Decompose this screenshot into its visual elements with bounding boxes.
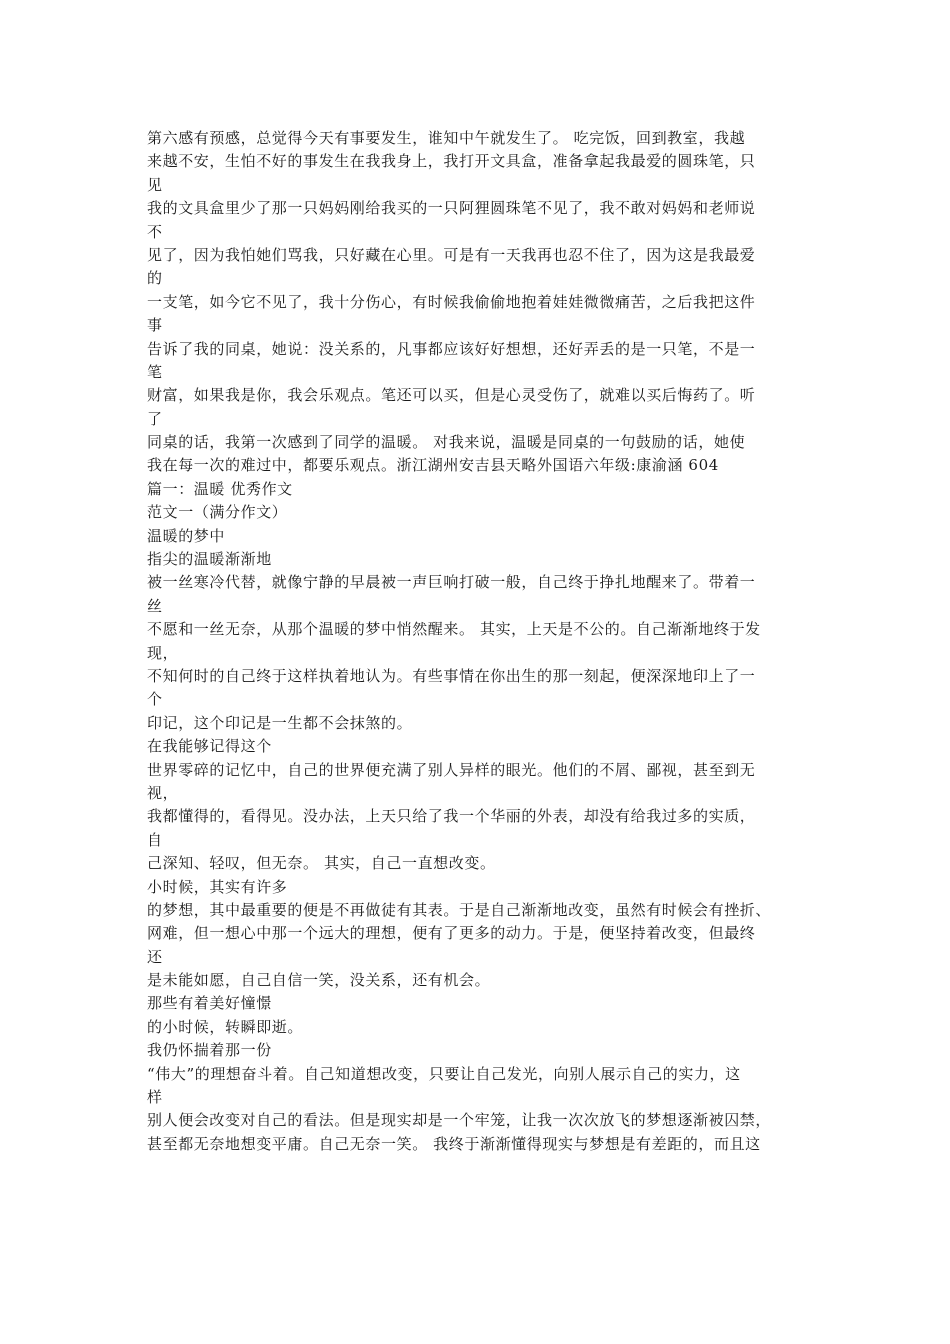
text-line: 我在每一次的难过中，都要乐观点。浙江湖州安吉县天略外国语六年级:康渝涵 604 — [147, 456, 719, 475]
text-line: 的梦想，其中最重要的便是不再做徒有其表。于是自己渐渐地改变，虽然有时候会有挫折、 — [147, 900, 772, 919]
text-line: 被一丝寒冷代替，就像宁静的早晨被一声巨响打破一般，自己终于挣扎地醒来了。带着一 — [147, 573, 756, 592]
text-line: 第六感有预感，总觉得今天有事要发生，谁知中午就发生了。 吃完饭，回到教室，我越 — [147, 129, 746, 147]
text-line: 甚至都无奈地想变平庸。自己无奈一笑。 我终于渐渐懂得现实与梦想是有差距的，而且这 — [147, 1134, 761, 1153]
text-line: 别人便会改变对自己的看法。但是现实却是一个牢笼，让我一次次放飞的梦想逐渐被囚禁， — [147, 1111, 772, 1130]
document-body — [147, 127, 827, 1156]
text-line: 同桌的话，我第一次感到了同学的温暖。 对我来说，温暖是同桌的一句鼓励的话，她使 — [147, 433, 746, 452]
text-line: 范文一（满分作文） — [147, 503, 288, 522]
text-line: 的 — [147, 269, 163, 288]
text-line: 现， — [147, 643, 179, 662]
text-line: 丝 — [147, 596, 163, 615]
text-line: 指尖的温暖渐渐地 — [147, 550, 272, 569]
text-line: 还 — [147, 947, 163, 966]
text-line: 不知何时的自己终于这样执着地认为。有些事情在你出生的那一刻起，便深深地印上了一 — [147, 666, 756, 685]
text-line: 笔 — [147, 362, 163, 381]
text-line: 己深知、轻叹，但无奈。 其实，自己一直想改变。 — [147, 854, 496, 873]
text-line: 我仍怀揣着那一份 — [147, 1041, 272, 1060]
text-line: 那些有着美好憧憬 — [147, 994, 272, 1013]
text-line: 小时候，其实有许多 — [147, 877, 288, 896]
text-line: 我的文具盒里少了那一只妈妈刚给我买的一只阿狸圆珠笔不见了，我不敢对妈妈和老师说 — [147, 199, 756, 218]
text-line: 个 — [147, 690, 163, 709]
text-line: 见了，因为我怕她们骂我，只好藏在心里。可是有一天我再也忍不住了，因为这是我最爱 — [147, 245, 756, 264]
text-line: 我都懂得的，看得见。没办法，上天只给了我一个华丽的外表，却没有给我过多的实质， — [147, 807, 756, 826]
text-line: 视， — [147, 783, 179, 802]
text-line: 财富，如果我是你，我会乐观点。笔还可以买，但是心灵受伤了，就难以买后悔药了。听 — [147, 386, 756, 405]
text-line: 自 — [147, 830, 163, 849]
text-line: 印记，这个印记是一生都不会抹煞的。 — [147, 713, 413, 732]
text-line: 不 — [147, 222, 163, 241]
text-line: 见 — [147, 175, 163, 194]
text-line: 告诉了我的同桌，她说：没关系的，凡事都应该好好想想，还好弄丢的是一只笔，不是一 — [147, 339, 756, 358]
text-line: 事 — [147, 316, 163, 335]
text-line: 的小时候，转瞬即逝。 — [147, 1017, 304, 1036]
text-line: 世界零碎的记忆中，自己的世界便充满了别人异样的眼光。他们的不屑、鄙视，甚至到无 — [147, 760, 756, 779]
text-line: 篇一：温暖 优秀作文 — [147, 479, 293, 498]
text-line: 来越不安，生怕不好的事发生在我我身上，我打开文具盒，准备拿起我最爱的圆珠笔，只 — [147, 152, 756, 171]
text-line: 温暖的梦中 — [147, 526, 226, 545]
text-line: 样 — [147, 1088, 163, 1107]
text-line: “伟大”的理想奋斗着。自己知道想改变，只要让自己发光，向别人展示自己的实力，这 — [147, 1064, 741, 1083]
text-line: 不愿和一丝无奈，从那个温暖的梦中悄然醒来。 其实，上天是不公的。自己渐渐地终于发 — [147, 620, 761, 639]
text-line: 在我能够记得这个 — [147, 737, 272, 756]
text-line: 一支笔，如今它不见了，我十分伤心，有时候我偷偷地抱着娃娃微微痛苦，之后我把这件 — [147, 292, 756, 311]
text-line: 是未能如愿，自己自信一笑，没关系，还有机会。 — [147, 971, 491, 990]
text-line: 了 — [147, 409, 163, 428]
text-line: 网难，但一想心中那一个远大的理想，便有了更多的动力。于是，便坚持着改变，但最终 — [147, 924, 756, 943]
